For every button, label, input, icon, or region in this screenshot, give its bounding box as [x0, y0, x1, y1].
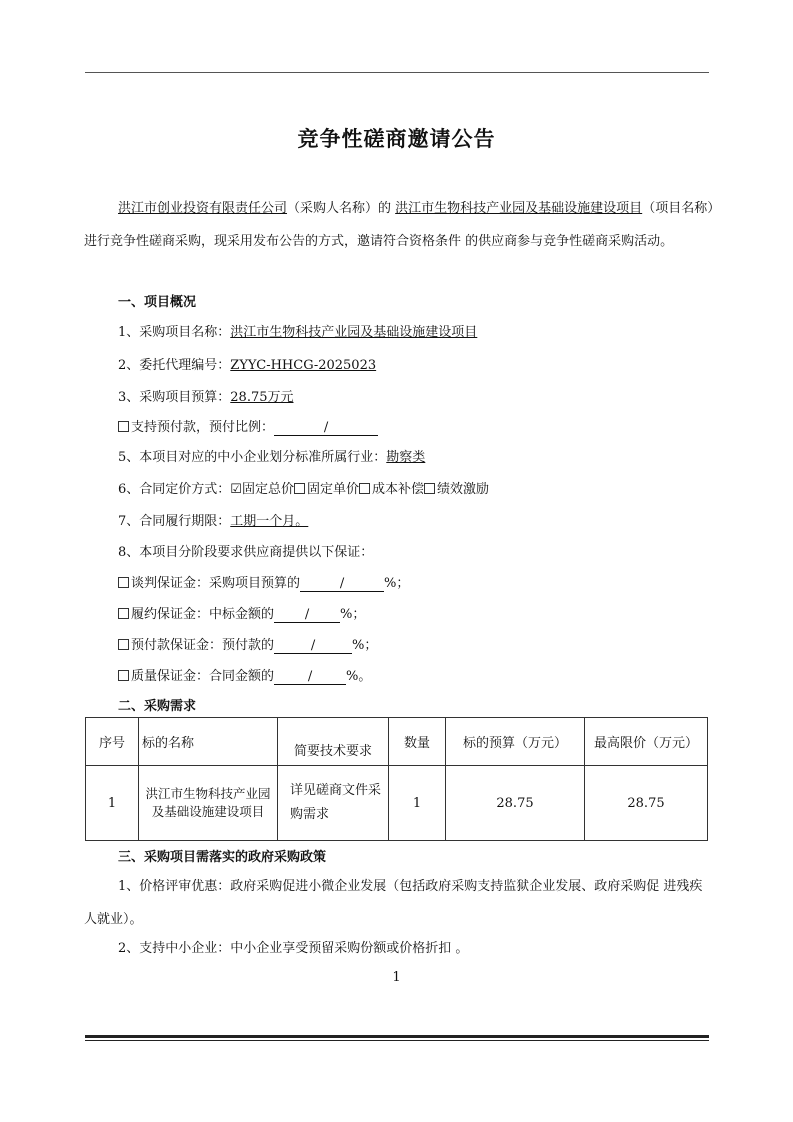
- price-opt-3: 成本补偿: [371, 482, 424, 497]
- project-name: 洪江市生物科技产业园及基础设施建设项目: [395, 201, 643, 216]
- item-project-name: [118, 321, 477, 340]
- checked-checkbox-icon: ☑: [230, 482, 242, 497]
- item2-label: 2、委托代理编号：: [118, 358, 231, 373]
- g3-pct: %；: [352, 638, 378, 653]
- intro-paragraph: [84, 192, 714, 258]
- checkbox-icon: [118, 608, 129, 619]
- header-cell: 最高限价（万元）: [585, 718, 708, 766]
- item7-value: 工期一个月。: [230, 514, 309, 529]
- g2-label: 履约保证金：中标金额的: [131, 607, 275, 622]
- item-pricing: [118, 478, 489, 497]
- item1-label: 1、采购项目名称：: [118, 325, 231, 340]
- cell-limit: 28.75: [585, 766, 708, 841]
- item-industry: [118, 446, 425, 465]
- item2-value: ZYYC-HHCG-2025023: [230, 358, 377, 373]
- cell-budget: 28.75: [446, 766, 585, 841]
- table-header-row: [86, 718, 708, 766]
- price-opt-1: 固定总价: [241, 482, 294, 497]
- item-budget: [118, 386, 294, 405]
- item-guarantees: 8、本项目分阶段要求供应商提供以下保证：: [118, 545, 374, 560]
- g3-blank: /: [274, 639, 352, 654]
- header-cell: 序号: [86, 718, 139, 766]
- header-cell: 标的预算（万元）: [446, 718, 585, 766]
- checkbox-icon: [118, 421, 129, 432]
- guarantee-quality: [118, 665, 371, 685]
- header-cell: 标的名称: [139, 718, 278, 766]
- header-rule: [85, 72, 709, 73]
- item-prepay: [118, 416, 378, 436]
- requirements-table: [85, 717, 708, 841]
- cell-qty: 1: [389, 766, 446, 841]
- g3-label: 预付款保证金：预付款的: [131, 638, 275, 653]
- g1-pct: %；: [384, 576, 410, 591]
- g1-label: 谈判保证金：采购项目预算的: [131, 576, 301, 591]
- cell-no: 1: [86, 766, 139, 841]
- cell-name: 洪江市生物科技产业园及基础设施建设项目: [139, 766, 278, 841]
- item5-label: 5、本项目对应的中小企业划分标准所属行业：: [118, 450, 387, 465]
- table-row: [86, 766, 708, 841]
- checkbox-icon: [118, 639, 129, 650]
- buyer-note: （采购人名称）的: [287, 201, 392, 216]
- policy-item-1: 1、价格评审优惠：政府采购促进小微企业发展（包括政府采购支持监狱企业发展、政府采购促 进残疾人就业）。: [84, 879, 703, 927]
- g2-pct: %；: [340, 607, 366, 622]
- section2-heading: 二、采购需求: [118, 699, 197, 714]
- buyer-name: 洪江市创业投资有限责任公司: [118, 201, 288, 216]
- section3-heading: 三、采购项目需落实的政府采购政策: [118, 850, 327, 865]
- prepay-blank: /: [274, 421, 378, 436]
- item7-label: 7、合同履行期限：: [118, 514, 231, 529]
- g1-blank: /: [300, 577, 384, 592]
- item5-value: 勘察类: [386, 450, 426, 465]
- checkbox-icon: [359, 483, 370, 494]
- item-agent-code: [118, 354, 376, 373]
- cell-tech: 详见磋商文件采购需求: [278, 766, 389, 841]
- g4-blank: /: [274, 670, 346, 685]
- guarantee-performance: [118, 603, 365, 623]
- g4-pct: %。: [346, 669, 372, 684]
- footer-rule-thin: [85, 1040, 709, 1041]
- footer-rule: [85, 1035, 709, 1038]
- page-title: 竞争性磋商邀请公告: [297, 127, 496, 151]
- price-opt-4: 绩效激励: [436, 482, 489, 497]
- price-opt-2: 固定单价: [306, 482, 359, 497]
- guarantee-negotiation: [118, 572, 409, 592]
- section1-heading: 一、项目概况: [118, 295, 197, 310]
- checkbox-icon: [424, 483, 435, 494]
- header-cell: 数量: [389, 718, 446, 766]
- checkbox-icon: [294, 483, 305, 494]
- checkbox-icon: [118, 577, 129, 588]
- item3-label: 3、采购项目预算：: [118, 390, 231, 405]
- intro-rest: （项目名称）进行竞争性磋商采购，现采用发布公告的方式，邀请符合资格条件 的供应商参与竞争性磋商采购活动。: [84, 201, 714, 249]
- item1-value: 洪江市生物科技产业园及基础设施建设项目: [230, 325, 478, 340]
- prepay-label: 支持预付款，预付比例：: [131, 420, 275, 435]
- policy-item-2: 2、支持中小企业：中小企业享受预留采购份额或价格折扣 。: [118, 941, 469, 956]
- g2-blank: /: [274, 608, 340, 623]
- item-duration: [118, 510, 308, 529]
- item6-label: 6、合同定价方式：: [118, 482, 231, 497]
- g4-label: 质量保证金：合同金额的: [131, 669, 275, 684]
- item3-value: 28.75万元: [230, 390, 294, 405]
- page-number: 1: [392, 970, 401, 985]
- checkbox-icon: [118, 670, 129, 681]
- header-cell: 简要技术要求: [278, 718, 389, 766]
- guarantee-prepay: [118, 634, 377, 654]
